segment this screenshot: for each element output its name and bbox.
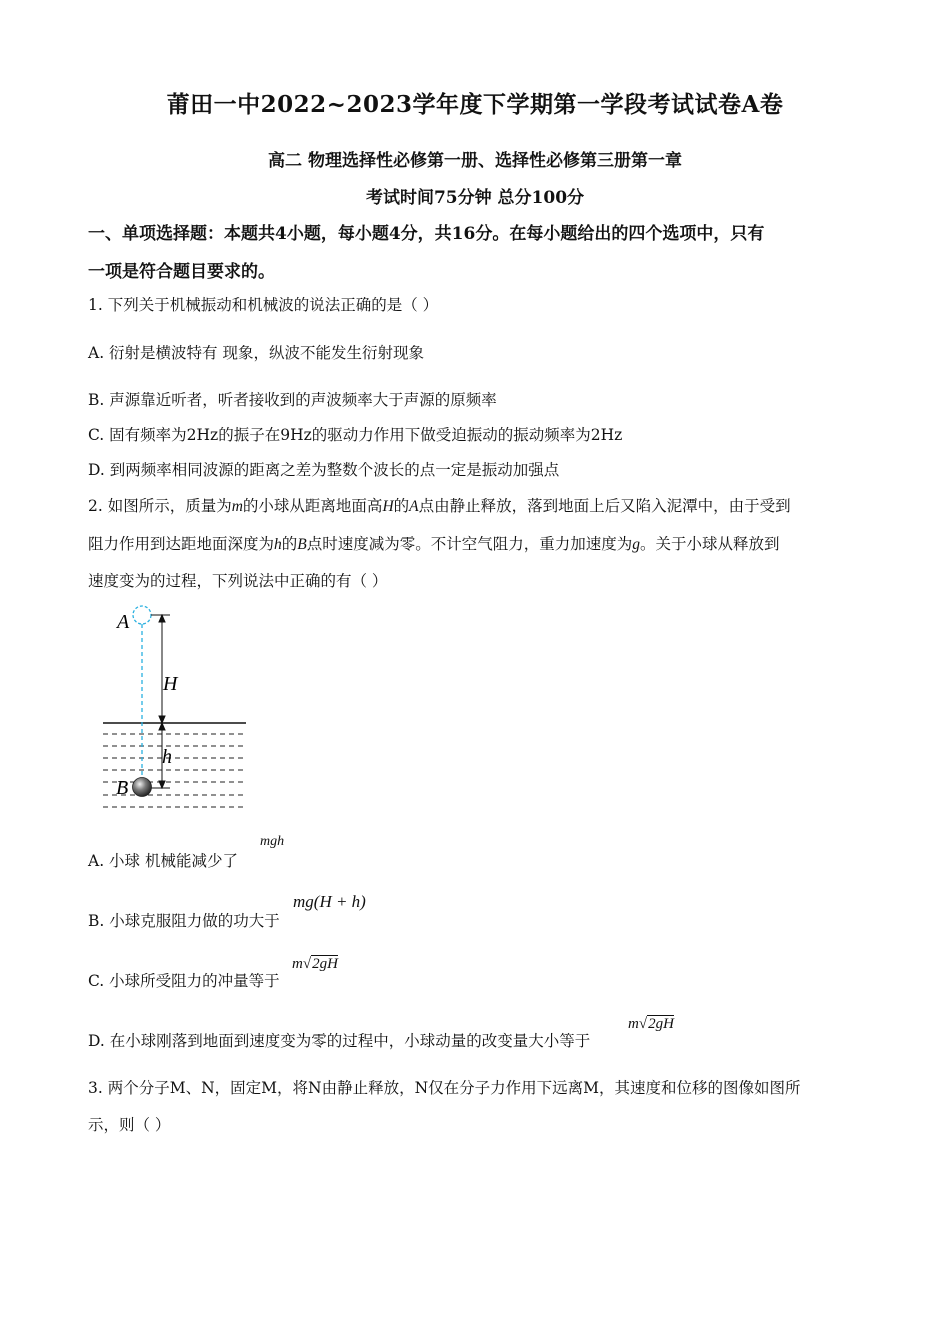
q1-option-d: D. 到两频率相同波源的距离之差为整数个波长的点一定是振动加强点 (88, 461, 560, 479)
start-position-ball (133, 606, 151, 624)
exam-subtitle-scope: 高二 物理选择性必修第一册、选择性必修第三册第一章 (268, 151, 682, 171)
label-h: h (162, 746, 172, 768)
q2-option-a-formula: mgh (260, 834, 285, 849)
q3-stem-line2: 示，则（ ） (88, 1116, 171, 1134)
height-H-arrow (159, 615, 165, 723)
section-heading-line1: 一、单项选择题：本题共4小题，每小题4分，共16分。在每小题给出的四个选项中，只有 (88, 224, 765, 244)
q2-stem-line1: 2. 如图所示，质量为m的小球从距离地面高H的A点由静止释放，落到地面上后又陷入泥潭中，由于受到 (88, 497, 791, 515)
q1-option-b: B. 声源靠近听者，听者接收到的声波频率大于声源的原频率 (88, 391, 497, 409)
label-B: B (116, 777, 129, 799)
q2-option-b-formula: mg(H + h) (293, 892, 366, 911)
q1-option-c: C. 固有频率为2Hz的振子在9Hz的驱动力作用下做受迫振动的振动频率为2Hz (88, 426, 623, 444)
q1-option-a: A. 衍射是横波特有 现象，纵波不能发生衍射现象 (88, 344, 424, 362)
q2-option-a: A. 小球 机械能减少了 (88, 852, 238, 870)
q2-option-b: B. 小球克服阻力做的功大于 (88, 912, 280, 930)
q2-option-d: D. 在小球刚落到地面到速度变为零的过程中，小球动量的改变量大小等于 (88, 1032, 591, 1050)
q2-option-d-formula: m√2gH (628, 1016, 674, 1032)
ball (133, 778, 152, 797)
q3-stem-line1: 3. 两个分子M、N，固定M，将N由静止释放，N仅在分子力作用下远离M，其速度和位移的图像如图所 (88, 1079, 801, 1097)
section-heading-line2: 一项是符合题目要求的。 (88, 262, 275, 282)
q2-stem-line2: 阻力作用到达距地面深度为h的B点时速度减为零。不计空气阻力，重力加速度为g。关于小球从释放到 (88, 535, 780, 553)
q2-figure (96, 600, 256, 815)
exam-subtitle-time: 考试时间75分钟 总分100分 (365, 188, 585, 208)
q2-option-c: C. 小球所受阻力的冲量等于 (88, 972, 280, 990)
exam-title: 莆田一中2022~2023学年度下学期第一学段考试试卷A卷 (166, 91, 784, 118)
q2-option-c-formula: m√2gH (292, 956, 338, 972)
label-A: A (117, 611, 130, 633)
q1-stem: 1. 下列关于机械振动和机械波的说法正确的是（ ） (88, 296, 439, 314)
label-H: H (163, 673, 178, 695)
q2-stem-line3: 速度变为的过程，下列说法中正确的有（ ） (88, 572, 388, 590)
